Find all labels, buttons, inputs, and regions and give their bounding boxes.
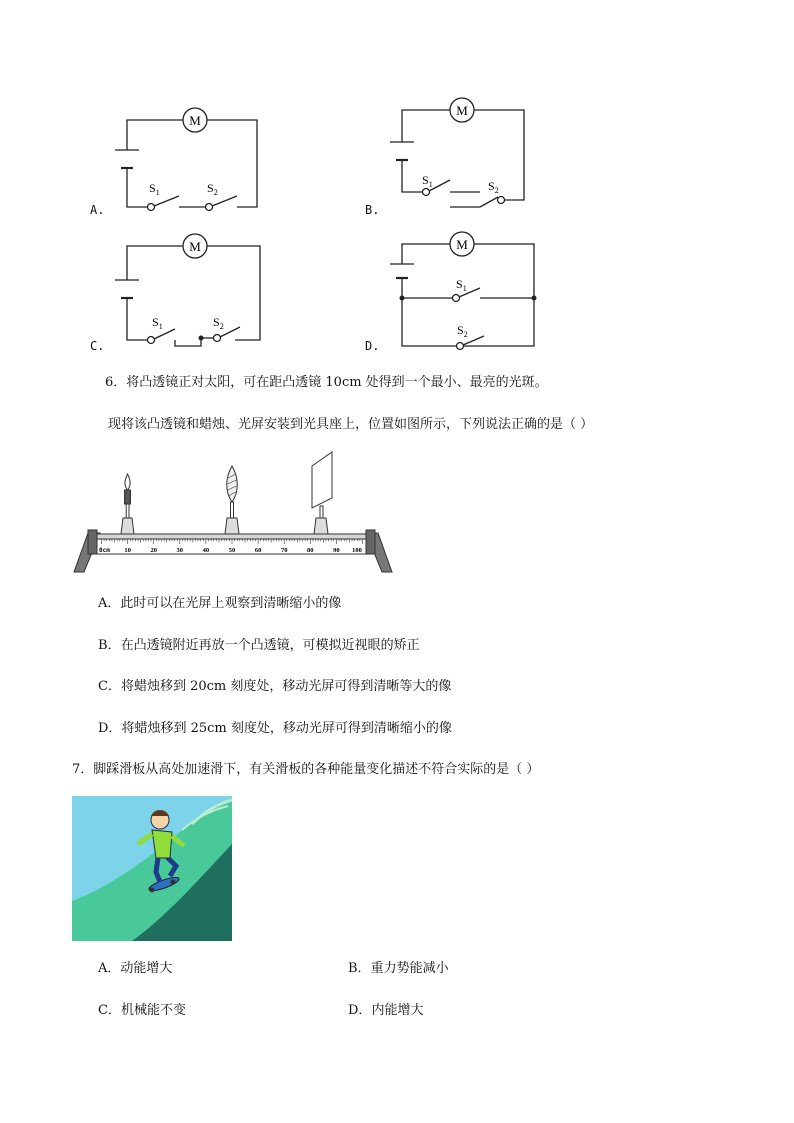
q6-option-c-text: 将蜡烛移到 20cm 刻度处，移动光屏可得到清晰等大的像 bbox=[120, 679, 452, 694]
question-6-stem-line2: 现将该凸透镜和蜡烛、光屏安装到光具座上，位置如图所示，下列说法正确的是（ ） bbox=[108, 417, 594, 432]
q7-option-d-letter: D． bbox=[348, 1003, 372, 1018]
option-label-d: D. bbox=[365, 339, 380, 353]
question-7-stem: 7．脚踩滑板从高处加速滑下，有关滑板的各种能量变化描述不符合实际的是（ ） bbox=[72, 762, 540, 777]
question-6-stem-line1: 6．将凸透镜正对太阳，可在距凸透镜 10cm 处得到一个最小、最亮的光斑。 bbox=[105, 375, 548, 390]
circuit-diagram-c bbox=[95, 230, 275, 350]
q6-option-a-text: 此时可以在光屏上观察到清晰缩小的像 bbox=[120, 596, 342, 611]
ruler-tick-label: 60 bbox=[254, 547, 262, 554]
q7-option-a-text: 动能增大 bbox=[120, 961, 173, 976]
circuit-diagram-d bbox=[380, 228, 550, 353]
ruler-tick-label: 80 bbox=[307, 547, 314, 554]
switch-s2-label: $S_2$ bbox=[457, 323, 468, 339]
circuit-diagram-a bbox=[85, 100, 275, 220]
ruler-tick-label: 90 bbox=[333, 547, 340, 554]
motor-symbol: M bbox=[456, 103, 468, 118]
q6-option-b[interactable] bbox=[98, 638, 420, 654]
q7-option-a[interactable] bbox=[98, 961, 172, 977]
q6-option-d[interactable] bbox=[98, 721, 452, 737]
q7-option-d-text: 内能增大 bbox=[371, 1003, 424, 1018]
candle bbox=[121, 474, 134, 534]
convex-lens bbox=[225, 466, 239, 534]
ruler-tick-label: 50 bbox=[228, 547, 236, 554]
option-label-b: B. bbox=[365, 203, 380, 217]
switch-s1-label: $S_1$ bbox=[149, 181, 160, 197]
q6-option-c-letter: C． bbox=[98, 679, 121, 694]
motor-symbol: M bbox=[456, 237, 468, 252]
q7-option-c[interactable] bbox=[98, 1003, 186, 1019]
motor-symbol: M bbox=[189, 239, 201, 254]
ruler-tick-label: 20 bbox=[150, 547, 157, 554]
switch-s1-label: $S_1$ bbox=[152, 315, 163, 331]
ruler-tick-label: 40 bbox=[202, 547, 210, 554]
ruler-unit-label: 0cm bbox=[99, 547, 110, 554]
q6-option-a-letter: A． bbox=[98, 596, 121, 611]
q6-option-c[interactable] bbox=[98, 679, 451, 695]
motor-symbol: M bbox=[189, 113, 201, 128]
q7-option-c-letter: C． bbox=[98, 1003, 121, 1018]
ruler-tick-label: 70 bbox=[280, 547, 288, 554]
ruler-tick-label: 100 bbox=[352, 547, 362, 554]
circuit-diagram-b bbox=[380, 92, 540, 217]
q7-option-a-letter: A． bbox=[98, 961, 121, 976]
ruler-tick-label: 30 bbox=[176, 547, 184, 554]
q6-option-b-letter: B． bbox=[98, 638, 121, 653]
q6-option-a[interactable] bbox=[98, 596, 341, 612]
q7-option-d[interactable] bbox=[348, 1003, 423, 1019]
q6-option-b-text: 在凸透镜附近再放一个凸透镜，可模拟近视眼的矫正 bbox=[120, 638, 420, 653]
q6-option-d-text: 将蜡烛移到 25cm 刻度处，移动光屏可得到清晰缩小的像 bbox=[121, 721, 452, 736]
switch-s2-label: $S_2$ bbox=[488, 179, 499, 195]
q7-option-c-text: 机械能不变 bbox=[120, 1003, 186, 1018]
light-screen bbox=[312, 452, 332, 534]
option-label-a: A. bbox=[90, 203, 105, 217]
switch-s1-label: $S_1$ bbox=[456, 277, 467, 293]
option-label-c: C. bbox=[90, 339, 105, 353]
switch-s2-label: $S_2$ bbox=[207, 181, 218, 197]
optical-bench-figure bbox=[70, 448, 395, 576]
switch-s2-label: $S_2$ bbox=[213, 315, 224, 331]
q7-option-b-letter: B． bbox=[348, 961, 371, 976]
ruler-tick-label: 10 bbox=[124, 547, 131, 554]
q7-option-b[interactable] bbox=[348, 961, 449, 977]
q6-option-d-letter: D． bbox=[98, 721, 122, 736]
skateboarder-illustration bbox=[72, 796, 232, 941]
switch-s1-label: $S_1$ bbox=[422, 173, 433, 189]
q7-option-b-text: 重力势能减小 bbox=[370, 961, 449, 976]
